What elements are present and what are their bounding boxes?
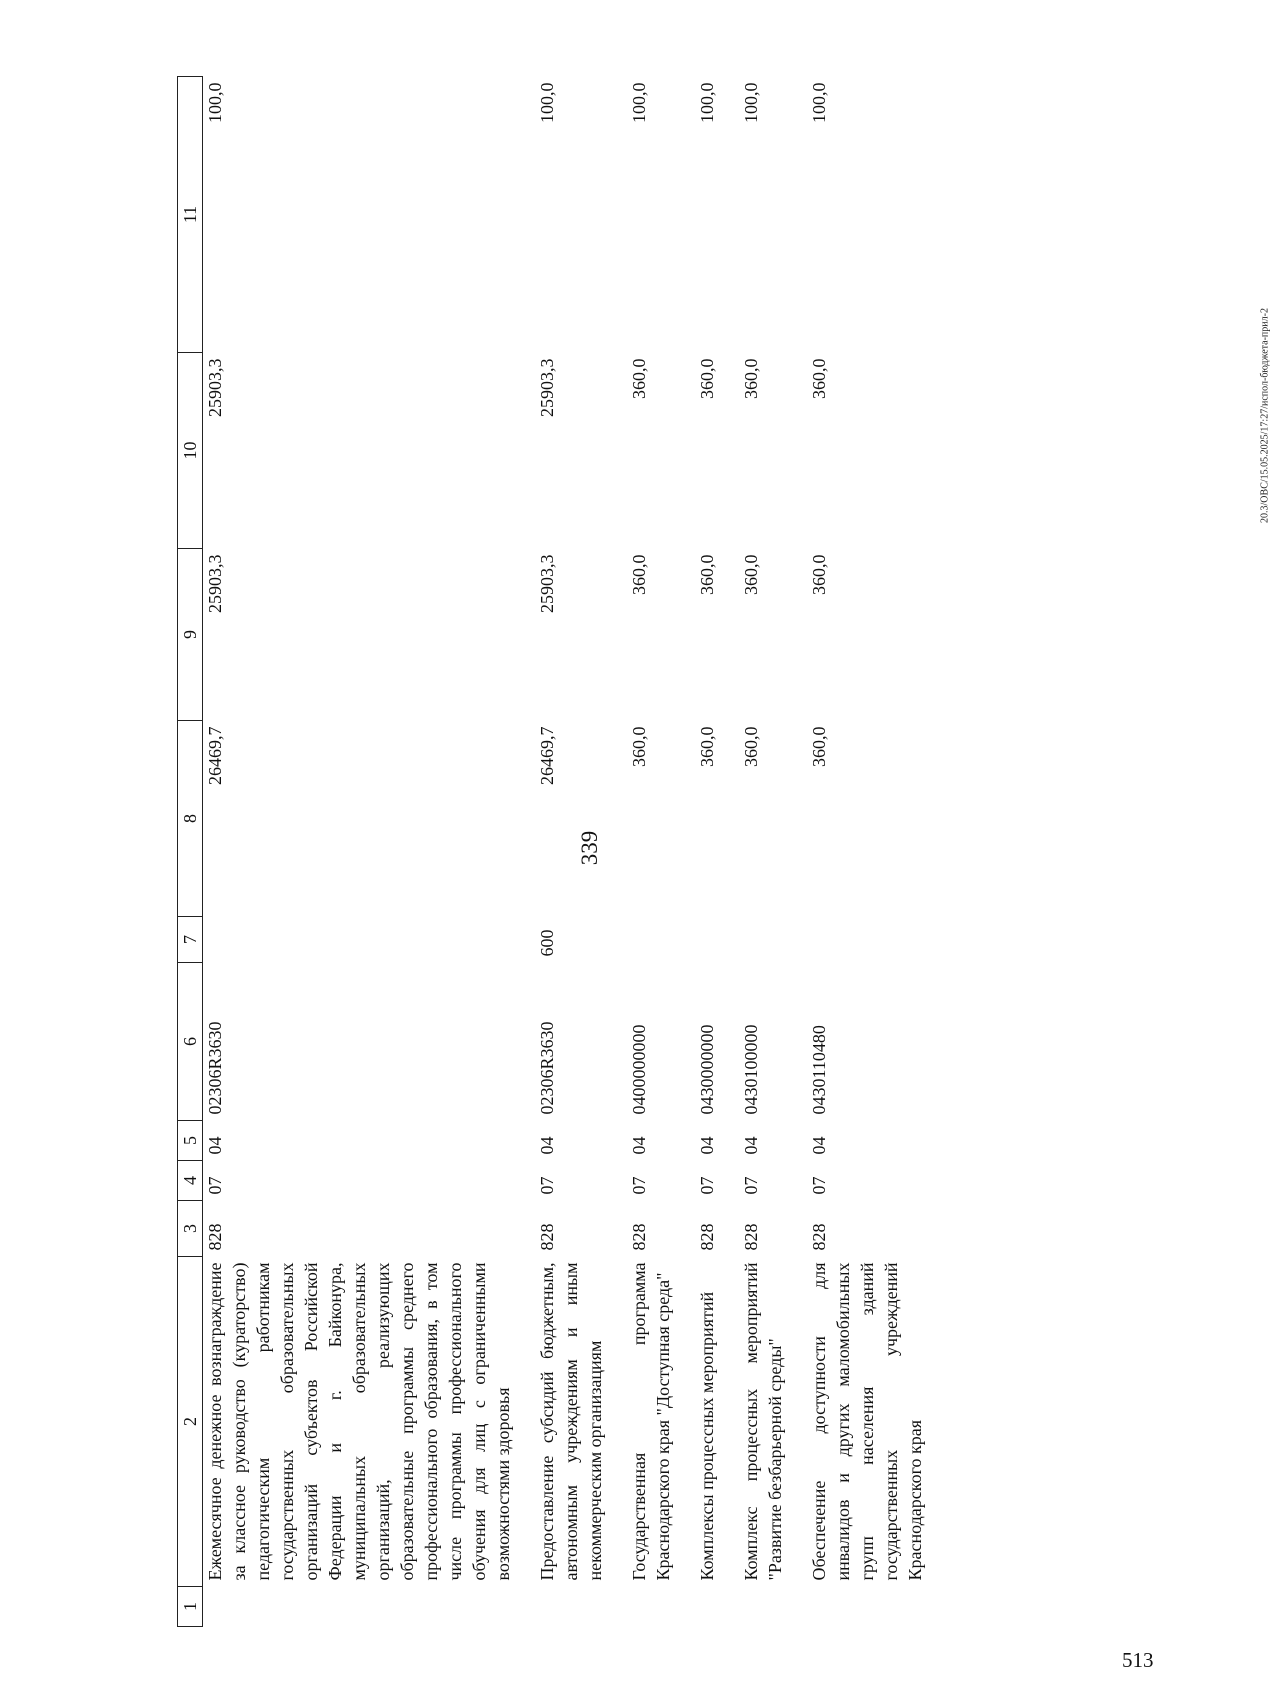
cell-col11: 100,0: [697, 82, 717, 123]
cell-subsection: 04: [629, 1136, 649, 1155]
col-header-2: 2: [178, 1257, 203, 1587]
cell-col11: 100,0: [741, 82, 761, 123]
cell-expense-type: [203, 917, 516, 963]
header-row: [178, 77, 203, 1627]
cell-col8: 360,0: [809, 726, 829, 767]
cell-target-article: 0430100000: [741, 1024, 761, 1115]
cell-col10: 360,0: [741, 358, 761, 399]
col-header-5: 5: [178, 1121, 203, 1161]
cell-col11: 100,0: [537, 82, 557, 123]
cell-col9: 360,0: [741, 554, 761, 595]
cell-admin-code: 828: [205, 1223, 225, 1251]
cell-col11: 100,0: [205, 82, 225, 123]
cell-section: 07: [741, 1176, 761, 1195]
cell-col10: 360,0: [629, 358, 649, 399]
cell-expense-type: [739, 917, 787, 963]
table-row: [807, 77, 927, 1627]
cell-section: 07: [697, 1176, 717, 1195]
row-description: Обеспечение доступности для инвалидов и других маломобильных групп населения зданий государственных учреждений Краснодарского края: [809, 1262, 925, 1581]
cell-expense-type: 600: [537, 929, 557, 957]
cell-col9: 360,0: [809, 554, 829, 595]
cell-target-article: 0430110480: [809, 1025, 829, 1115]
budget-table: [177, 76, 927, 1627]
cell-col11: 100,0: [629, 82, 649, 123]
cell-section: 07: [809, 1176, 829, 1195]
cell-col10: 360,0: [809, 358, 829, 399]
col-header-3: 3: [178, 1201, 203, 1257]
col-header-4: 4: [178, 1161, 203, 1201]
cell-subsection: 04: [697, 1136, 717, 1155]
cell-subsection: 04: [809, 1136, 829, 1155]
cell-expense-type: [627, 917, 675, 963]
row-description: Государственная программа Краснодарского края "Доступная среда": [629, 1262, 673, 1581]
cell-target-article: 02306R3630: [537, 1021, 557, 1115]
col-header-9: 9: [178, 549, 203, 721]
cell-target-article: 0430000000: [697, 1024, 717, 1115]
cell-admin-code: 828: [809, 1223, 829, 1251]
row-description: Предоставление субсидий бюджетным, автономным учреждениям и иным некоммерческим организациям: [537, 1262, 605, 1581]
cell-target-article: 02306R3630: [205, 1021, 225, 1115]
cell-subsection: 04: [537, 1136, 557, 1155]
col-header-10: 10: [178, 353, 203, 549]
col-header-1: 1: [178, 1587, 203, 1627]
cell-col11: 100,0: [809, 82, 829, 123]
cell-target-article: 0400000000: [629, 1024, 649, 1115]
col-header-7: 7: [178, 917, 203, 963]
row-description: Ежемесячное денежное вознаграждение за классное руководство (кураторство) педагогическим работникам государственных образовательных организаций субъектов Российской Федерации и г. Байконура, муниципальных образовательных организаций, реализующих образовательные программы среднего профессионального образования, в том числе программы профессионального обучения для лиц с ограниченными возможностями здоровья: [205, 1262, 513, 1581]
cell-col9: 360,0: [629, 554, 649, 595]
cell-section: 07: [629, 1176, 649, 1195]
cell-subsection: 04: [741, 1136, 761, 1155]
table-row: [203, 77, 516, 1627]
cell-admin-code: 828: [741, 1223, 761, 1251]
table-row: [695, 77, 719, 1627]
cell-col8: 360,0: [697, 726, 717, 767]
row-description: Комплекс процессных мероприятий "Развитие безбарьерной среды": [741, 1262, 785, 1581]
col-header-8: 8: [178, 721, 203, 917]
col-header-11: 11: [178, 77, 203, 353]
cell-col9: 25903,3: [205, 554, 225, 613]
col-header-6: 6: [178, 963, 203, 1121]
table-row: [627, 77, 675, 1627]
sheet-number: 513: [1122, 1648, 1154, 1672]
cell-admin-code: 828: [697, 1223, 717, 1251]
page-number: 339: [577, 830, 602, 866]
cell-section: 07: [205, 1176, 225, 1195]
cell-expense-type: [807, 917, 927, 963]
cell-col9: 360,0: [697, 554, 717, 595]
cell-expense-type: [695, 917, 719, 963]
cell-col8: 26469,7: [205, 726, 225, 785]
table-row: [535, 77, 607, 1627]
cell-col8: 26469,7: [537, 726, 557, 785]
rotated-table-container: [177, 77, 977, 1627]
cell-col10: 25903,3: [537, 358, 557, 417]
table-row: [739, 77, 787, 1627]
cell-col10: 360,0: [697, 358, 717, 399]
cell-admin-code: 828: [629, 1223, 649, 1251]
cell-admin-code: 828: [537, 1223, 557, 1251]
row-description: Комплексы процессных мероприятий: [697, 1291, 717, 1581]
document-code: 20.3/ОВС/15.05.2025/17:27/испол-бюджета-прил-2: [1259, 308, 1271, 523]
cell-col9: 25903,3: [537, 554, 557, 613]
cell-section: 07: [537, 1176, 557, 1195]
cell-col8: 360,0: [629, 726, 649, 767]
cell-col8: 360,0: [741, 726, 761, 767]
cell-col10: 25903,3: [205, 358, 225, 417]
cell-subsection: 04: [205, 1136, 225, 1155]
